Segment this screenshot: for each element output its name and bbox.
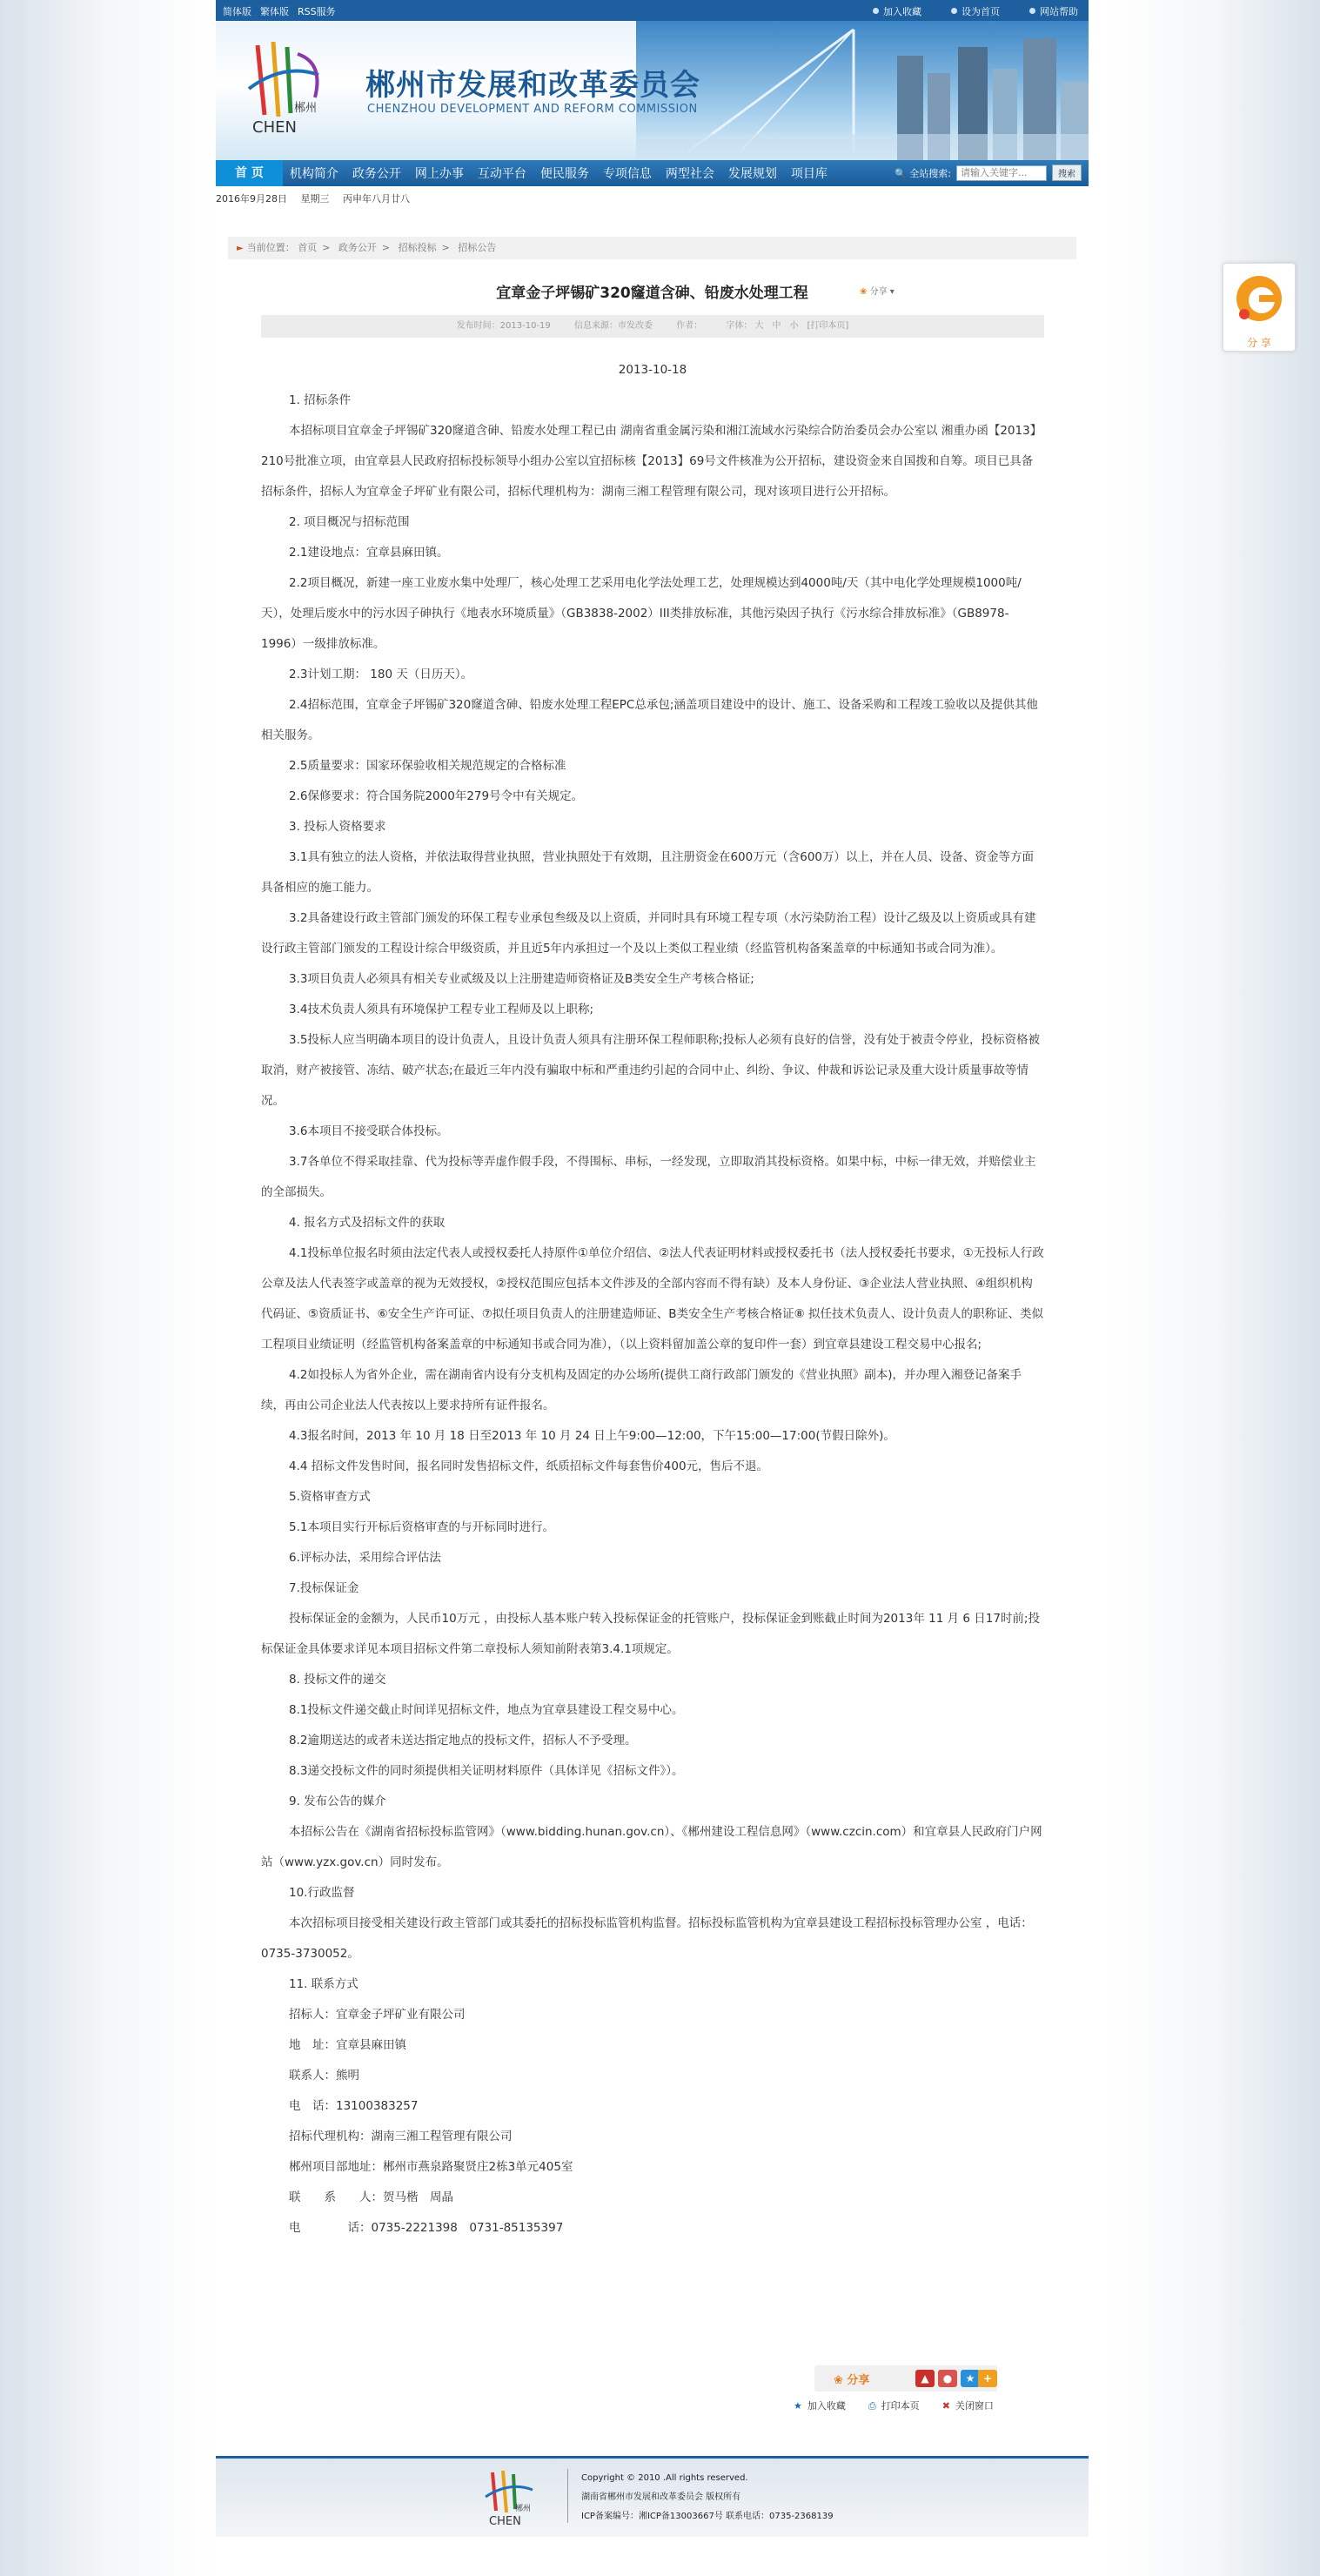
nav-gov-affairs[interactable]: 政务公开 xyxy=(352,167,401,181)
article-body xyxy=(261,355,1044,2244)
article-paragraph: 联 系 人：贺马楷 周晶 xyxy=(289,2190,453,2204)
floating-share-label: 分 享 xyxy=(1247,337,1271,349)
font-size-controls[interactable]: 字体： 大 中 小 [打印本页] xyxy=(726,321,849,331)
article-paragraph: 4.3报名时间，2013 年 10 月 18 日至2013 年 10 月 24 日上午9:00—12:00，下午15:00—17:00(节假日除外)。 xyxy=(289,1429,895,1443)
share-label[interactable]: ❀ 分享 xyxy=(834,2374,870,2387)
nav-interaction[interactable]: 互动平台 xyxy=(477,167,526,181)
nav-online-service[interactable]: 网上办事 xyxy=(414,167,464,181)
main-nav xyxy=(216,160,1089,186)
copyright: Copyright © 2010 .All rights reserved. xyxy=(581,2473,748,2483)
article-paragraph: 投标保证金的金额为，人民币10万元 ，由投标人基本账户转入投标保证金的托管账户，投标保证金到账截止时间为2013年 11 月 6 日17时前;投标保证金具体要求详见本项目招标文件第二章投标人须知前附表第3.4.1项规定。 xyxy=(261,1612,1040,1656)
bullet-icon xyxy=(873,8,879,14)
article-paragraph: 3.5投标人应当明确本项目的设计负责人，且设计负责人须具有注册环保工程师职称;投标人必须有良好的信誉，没有处于被责令停业，投标资格被取消，财产被接管、冻结、破产状态;在最近三年内没有骗取中标和严重违约引起的合同中止、纠纷、争议、仲裁和诉讼记录及重大设计质量事故等情况。 xyxy=(261,1033,1041,1108)
share-logo-icon xyxy=(1223,264,1295,333)
link-traditional[interactable]: 繁体版 xyxy=(260,6,289,17)
article-paragraph: 2. 项目概况与招标范围 xyxy=(289,515,410,529)
top-bar xyxy=(216,0,1089,21)
article-paragraph: 2.5质量要求：国家环保验收相关规范规定的合格标准 xyxy=(289,759,566,773)
nav-public-service[interactable]: 便民服务 xyxy=(539,167,589,181)
help-link[interactable]: 网站帮助 xyxy=(1029,4,1078,18)
site-search xyxy=(895,164,1082,181)
article-paragraph: 本招标公告在《湖南省招标投标监管网》（www.bidding.hunan.gov.cn）、《郴州建设工程信息网》（www.czcin.com）和宜章县人民政府门户网站（www.yzx.gov.cn）同时发布。 xyxy=(261,1825,1042,1869)
footer-text xyxy=(581,2469,834,2526)
more-share-icon[interactable]: + xyxy=(978,2370,997,2387)
print-icon: ⎙ xyxy=(868,2400,876,2412)
city-skyline-image xyxy=(636,21,1089,160)
article-paragraph: 3.4技术负责人须具有环境保护工程专业工程师及以上职称; xyxy=(289,1003,594,1016)
svg-text:郴州: 郴州 xyxy=(294,102,318,115)
share-icon: ❀ xyxy=(860,287,868,297)
article-paragraph: 电 话：0735-2221398 0731-85135397 xyxy=(289,2221,564,2235)
breadcrumb-gov-affairs[interactable]: 政务公开 xyxy=(338,242,377,253)
share-dropdown[interactable]: ❀ 分享 ▾ xyxy=(860,287,895,297)
footer-divider xyxy=(567,2469,568,2523)
footer xyxy=(216,2456,1089,2537)
article-paragraph: 4.2如投标人为省外企业，需在湖南省内设有分支机构及固定的办公场所(提供工商行政部门颁发的《营业执照》副本)，并办理入湘登记备案手续，再由公司企业法人代表按以上要求持所有证件报名。 xyxy=(261,1368,1022,1412)
article-paragraph: 8. 投标文件的递交 xyxy=(289,1673,386,1687)
pdf-share-icon[interactable]: ▲ xyxy=(915,2370,935,2387)
article-meta xyxy=(261,315,1044,338)
close-window-button[interactable]: ✖ 关闭窗口 xyxy=(941,2400,994,2412)
article-paragraph: 3.7各单位不得采取挂靠、代为投标等弄虚作假手段，不得围标、串标，一经发现，立即取消其投标资格。如果中标，中标一律无效，并赔偿业主的全部损失。 xyxy=(261,1155,1036,1199)
author: 作者： xyxy=(676,321,703,331)
article-paragraph: 本招标项目宜章金子坪锡矿320窿道含砷、铅废水处理工程已由 湖南省重金属污染和湘江流域水污染综合防治委员会办公室以 湘重办函【2013】210号批准立项，由宜章县人民政府招标投标领导小组办公室以宜招标核【2013】69号文件核准为公开招标，建设资金来自国拨和自筹。项目已具备招标条件，招标人为宜章金子坪矿业有限公司，招标代理机构为：湖南三湘工程管理有限公司，现对该项目进行公开招标。 xyxy=(261,424,1042,499)
organization-name-en: CHENZHOU DEVELOPMENT AND REFORM COMMISSION xyxy=(367,103,698,116)
lunar-date: 丙申年八月廿八 xyxy=(343,193,410,205)
weibo-share-icon[interactable]: ● xyxy=(938,2370,957,2387)
organization-name: 郴州市发展和改革委员会 xyxy=(365,68,700,103)
article-paragraph: 9. 发布公告的媒介 xyxy=(289,1794,386,1808)
publish-time: 发布时间：2013-10-19 xyxy=(456,321,551,331)
icp-record: ICP备案编号：湘ICP备13003667号 联系电话：0735-2368139 xyxy=(581,2512,834,2521)
nav-about[interactable]: 机构简介 xyxy=(289,167,338,181)
article-paragraph: 3.3项目负责人必须具有相关专业贰级及以上注册建造师资格证及B类安全生产考核合格证; xyxy=(289,972,754,986)
breadcrumb-home[interactable]: 首页 xyxy=(298,242,318,253)
article-paragraph: 5.1本项目实行开标后资格审查的与开标同时进行。 xyxy=(289,1520,554,1534)
article-paragraph: 10.行政监督 xyxy=(289,1886,355,1900)
site-logo xyxy=(240,37,345,141)
close-icon: ✖ xyxy=(941,2400,950,2412)
article-paragraph: 7.投标保证金 xyxy=(289,1581,359,1595)
svg-text:CHEN: CHEN xyxy=(489,2515,521,2528)
link-rss[interactable]: RSS服务 xyxy=(298,6,336,17)
article-paragraph: 2.1建设地点：宜章县麻田镇。 xyxy=(289,546,449,560)
current-date: 2016年9月28日 xyxy=(216,193,287,205)
date-line xyxy=(216,191,420,205)
article-paragraph: 地 址：宜章县麻田镇 xyxy=(289,2038,406,2052)
nav-home[interactable]: 首 页 xyxy=(216,160,283,186)
svg-text:郴州: 郴州 xyxy=(515,2505,532,2513)
article-paragraph: 3.6本项目不接受联合体投标。 xyxy=(289,1124,449,1138)
article-paragraph: 4.1投标单位报名时须由法定代表人或授权委托人持原件①单位介绍信、②法人代表证明材料或授权委托书（法人授权委托书要求，①无投标人行政公章及法人代表签字或盖章的视为无效授权，②授权范围应包括本文件涉及的全部内容而不得有缺）及本人身份证、③企业法人营业执照、④组织机构代码证、⑤资质证书、⑥安全生产许可证、⑦拟任项目负责人的注册建造师证、B类安全生产考核合格证⑧ 拟任技术负责人、设计负责人的职称证、类似工程项目业绩证明（经监管机构备案盖章的中标通知书或合同为准），（以上资料留加盖公章的复印件一套）到宜章县建设工程交易中心报名; xyxy=(261,1246,1044,1352)
article-paragraph: 6.评标办法，采用综合评估法 xyxy=(289,1551,441,1565)
article-paragraph: 8.3递交投标文件的同时须提供相关证明材料原件（具体详见《招标文件》）。 xyxy=(289,1764,684,1778)
qzone-share-icon[interactable]: ★ xyxy=(961,2370,980,2387)
link-simplified[interactable]: 简体版 xyxy=(223,6,251,17)
print-button[interactable]: ⎙ 打印本页 xyxy=(868,2400,920,2412)
search-input[interactable] xyxy=(956,165,1047,181)
nav-project-library[interactable]: 项目库 xyxy=(790,167,828,181)
bullet-icon xyxy=(1029,8,1035,14)
article-paragraph: 8.1投标文件递交截止时间详见招标文件，地点为宜章县建设工程交易中心。 xyxy=(289,1703,684,1717)
page-tools xyxy=(794,2398,994,2412)
breadcrumb-bidding[interactable]: 招标投标 xyxy=(398,242,437,253)
share-bar xyxy=(814,2365,997,2392)
nav-planning[interactable]: 发展规划 xyxy=(727,167,777,181)
article-paragraph: 联系人：熊明 xyxy=(289,2069,359,2083)
breadcrumb-bid-notice[interactable]: 招标公告 xyxy=(458,242,497,253)
article-paragraph: 8.2逾期送达的或者未送达指定地点的投标文件，招标人不予受理。 xyxy=(289,1734,637,1748)
article-paragraph: 2.6保修要求：符合国务院2000年279号令中有关规定。 xyxy=(289,789,584,803)
article-date: 2013-10-18 xyxy=(618,363,687,377)
add-favorite-link[interactable]: 加入收藏 xyxy=(873,4,921,18)
owner: 湖南省郴州市发展和改革委员会 版权所有 xyxy=(581,2492,741,2502)
article-paragraph: 招标人：宜章金子坪矿业有限公司 xyxy=(289,2008,466,2022)
article-title: 宜章金子坪锡矿320窿道含砷、铅废水处理工程 xyxy=(496,285,808,302)
article-paragraph: 4. 报名方式及招标文件的获取 xyxy=(289,1216,446,1230)
add-favorite-button[interactable]: ★ 加入收藏 xyxy=(794,2400,846,2412)
article-paragraph: 本次招标项目接受相关建设行政主管部门或其委托的招标投标监管机构监督。招标投标监管机构为宜章县建设工程招标投标管理办公室 ，电话： 0735-3730052。 xyxy=(261,1916,1033,1961)
nav-special-info[interactable]: 专项信息 xyxy=(602,167,652,181)
article-paragraph: 3. 投标人资格要求 xyxy=(289,820,386,834)
svg-text:CHEN: CHEN xyxy=(252,118,297,137)
set-homepage-link[interactable]: 设为首页 xyxy=(951,4,1000,18)
bullet-icon xyxy=(951,8,957,14)
article-paragraph: 2.3计划工期： 180 天（日历天）。 xyxy=(289,667,473,681)
article-paragraph: 2.2项目概况，新建一座工业废水集中处理厂，核心处理工艺采用电化学法处理工艺，处理规模达到4000吨/天（其中电化学处理规模1000吨/天），处理后废水中的污水因子砷执行《地表水环境质量》（GB3838-2002）III类排放标准，其他污染因子执行《污水综合排放标准》（GB8978-1996）一级排放标准。 xyxy=(261,576,1022,651)
nav-two-oriented[interactable]: 两型社会 xyxy=(665,167,714,181)
favorite-icon: ★ xyxy=(794,2400,802,2412)
search-icon-label: 🔍 全站搜索: xyxy=(895,167,951,179)
article-paragraph: 2.4招标范围，宜章金子坪锡矿320窿道含砷、铅废水处理工程EPC总承包;涵盖项目建设中的设计、施工、设备采购和工程竣工验收以及提供其他相关服务。 xyxy=(261,698,1038,742)
article-paragraph: 11. 联系方式 xyxy=(289,1977,358,1991)
article-paragraph: 招标代理机构：湖南三湘工程管理有限公司 xyxy=(289,2130,513,2143)
breadcrumb: ► 当前位置： 首页 > 政务公开 > 招标投标 > 招标公告 xyxy=(228,237,1076,259)
footer-logo xyxy=(480,2467,550,2528)
article-paragraph: 电 话：13100383257 xyxy=(289,2099,419,2113)
current-weekday: 星期三 xyxy=(300,193,330,205)
article-paragraph: 3.1具有独立的法人资格，并依法取得营业执照，营业执照处于有效期，且注册资金在600万元（含600万）以上，并在人员、设备、资金等方面具备相应的施工能力。 xyxy=(261,850,1035,895)
arrow-icon: ► xyxy=(237,244,244,253)
article-paragraph: 郴州项目部地址：郴州市燕泉路聚贤庄2栋3单元405室 xyxy=(289,2160,573,2174)
article-paragraph: 4.4 招标文件发售时间，报名同时发售招标文件，纸质招标文件每套售价400元，售后不退。 xyxy=(289,1459,769,1473)
breadcrumb-label: 当前位置： xyxy=(246,242,295,253)
header-banner xyxy=(216,21,1089,160)
info-source: 信息来源：市发改委 xyxy=(573,321,653,331)
article-paragraph: 3.2具备建设行政主管部门颁发的环保工程专业承包叁级及以上资质，并同时具有环境工程专项（水污染防治工程）设计乙级及以上资质或具有建设行政主管部门颁发的工程设计综合甲级资质，并且近5年内承担过一个及以上类似工程业绩（经监管机构备案盖章的中标通知书或合同为准）。 xyxy=(261,911,1036,956)
search-button[interactable]: 搜索 xyxy=(1052,164,1082,181)
article-paragraph: 5.资格审查方式 xyxy=(289,1490,371,1504)
article-paragraph: 1. 招标条件 xyxy=(289,393,352,407)
floating-share-widget[interactable] xyxy=(1223,263,1296,352)
